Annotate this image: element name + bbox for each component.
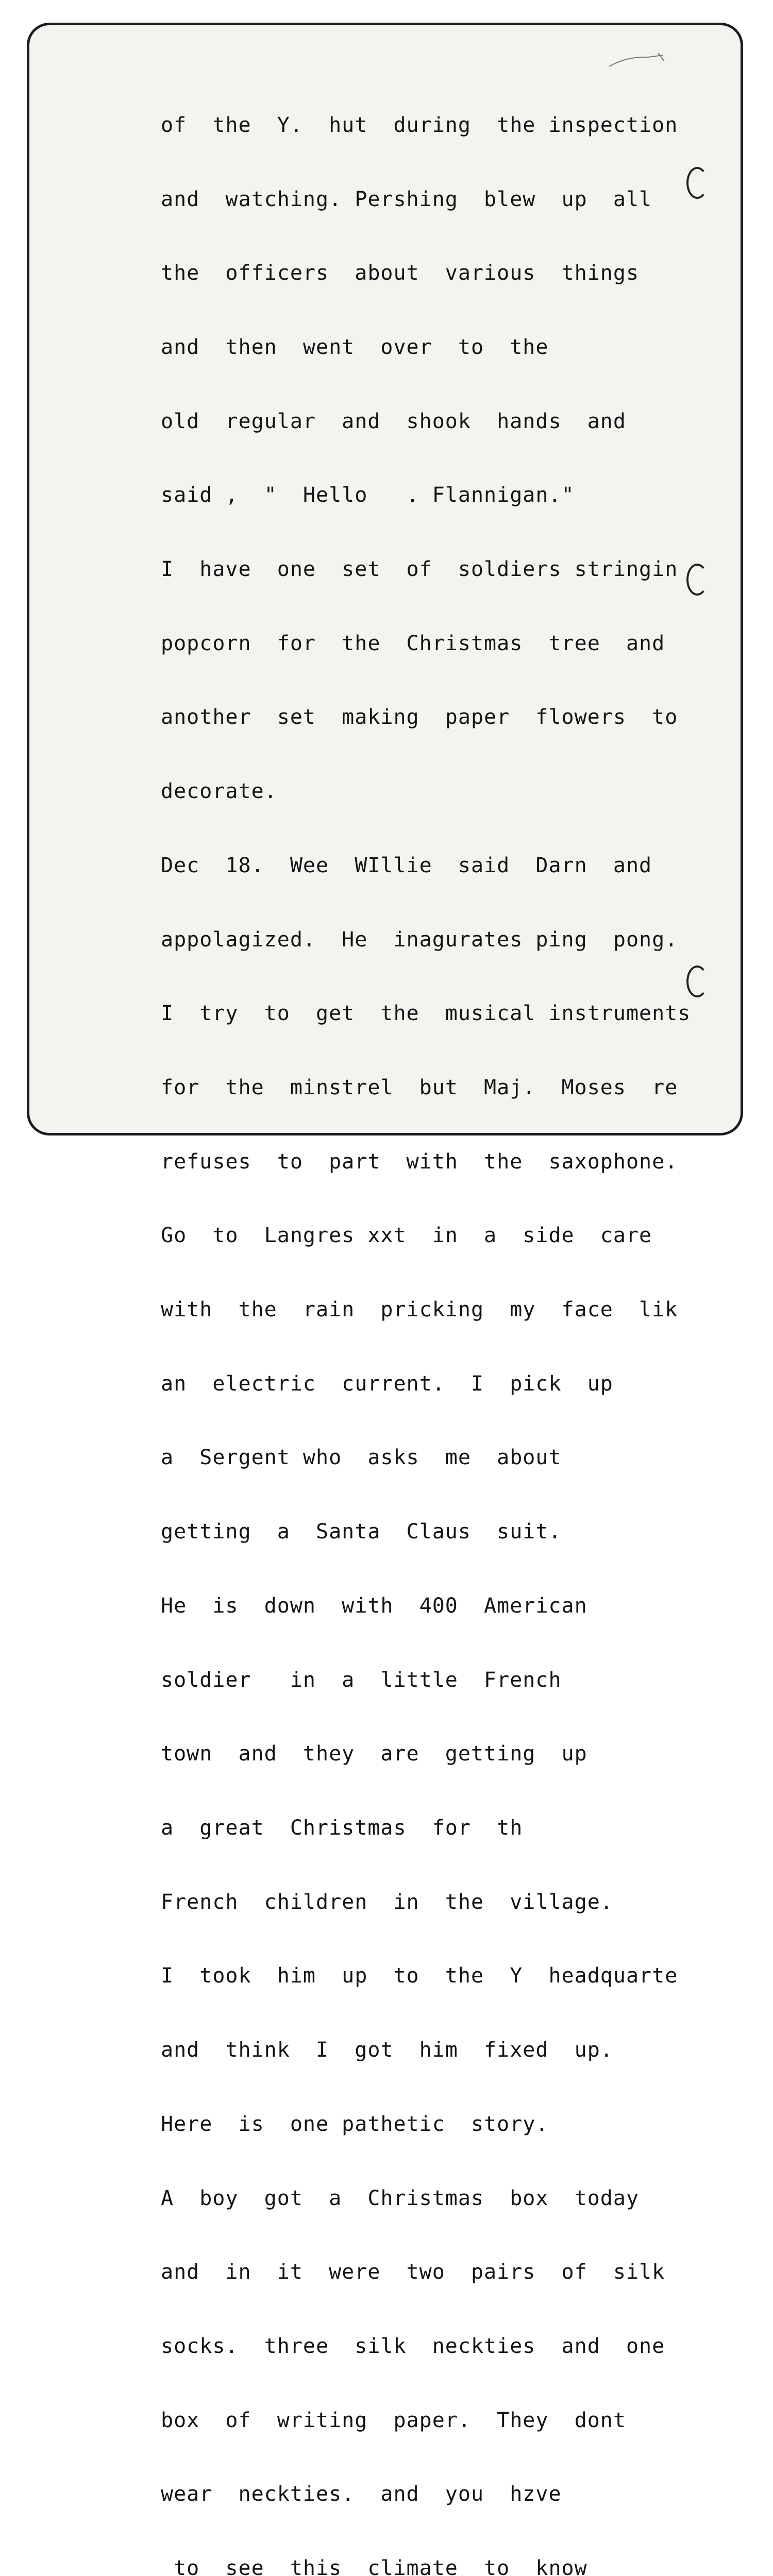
text-line: appolagized. He inagurates ping pong. [161, 927, 678, 952]
text-line: I try to get the musical instruments [161, 1002, 691, 1026]
typed-text [161, 64, 759, 2576]
text-line: Here is one pathetic story. [161, 2112, 549, 2136]
text-line: the officers about various things [161, 261, 640, 285]
text-line: box of writing paper. They dont [161, 2408, 626, 2432]
binder-hole-icon [686, 965, 708, 997]
text-line: old regular and shook hands and [161, 409, 626, 433]
text-line: a great Christmas for th [161, 1816, 523, 1840]
text-line: I have one set of soldiers stringin [161, 557, 678, 582]
text-line: decorate. [161, 779, 277, 804]
text-line: another set making paper flowers to [161, 705, 678, 730]
text-line: an electric current. I pick up [161, 1371, 613, 1396]
index-card [27, 23, 743, 2576]
text-line: He is down with 400 American [161, 1594, 587, 1618]
text-line: to see this climate to know [161, 2556, 587, 2576]
text-line: I took him up to the Y headquarte [161, 1964, 678, 1988]
text-line: with the rain pricking my face lik [161, 1298, 678, 1322]
text-line: for the minstrel but Maj. Moses re [161, 1075, 678, 1099]
text-line: and think I got him fixed up. [161, 2038, 613, 2062]
text-line: A boy got a Christmas box today [161, 2186, 640, 2210]
text-line: of the Y. hut during the inspection [161, 113, 678, 137]
text-line: and watching. Pershing blew up all [161, 187, 652, 211]
text-line: Dec 18. Wee WIllie said Darn and [161, 853, 652, 877]
text-line: soldier in a little French [161, 1668, 562, 1692]
text-line: a Sergent who asks me about [161, 1446, 562, 1470]
text-line: and then went over to the [161, 335, 549, 359]
binder-hole-icon [686, 564, 708, 596]
text-line: refuses to part with the saxophone. [161, 1149, 678, 1174]
text-line: town and they are getting up [161, 1742, 587, 1766]
text-line: getting a Santa Claus suit. [161, 1520, 562, 1544]
binder-hole-icon [686, 167, 708, 199]
text-line: Go to Langres xxt in a side care [161, 1224, 652, 1248]
text-line: wear neckties. and you hzve [161, 2482, 562, 2506]
text-line: popcorn for the Christmas tree and [161, 631, 665, 655]
text-line: French children in the village. [161, 1890, 613, 1914]
text-line: said , " Hello . Flannigan." [161, 483, 575, 507]
text-line: socks. three silk neckties and one [161, 2334, 665, 2358]
text-line: and in it were two pairs of silk [161, 2260, 665, 2284]
